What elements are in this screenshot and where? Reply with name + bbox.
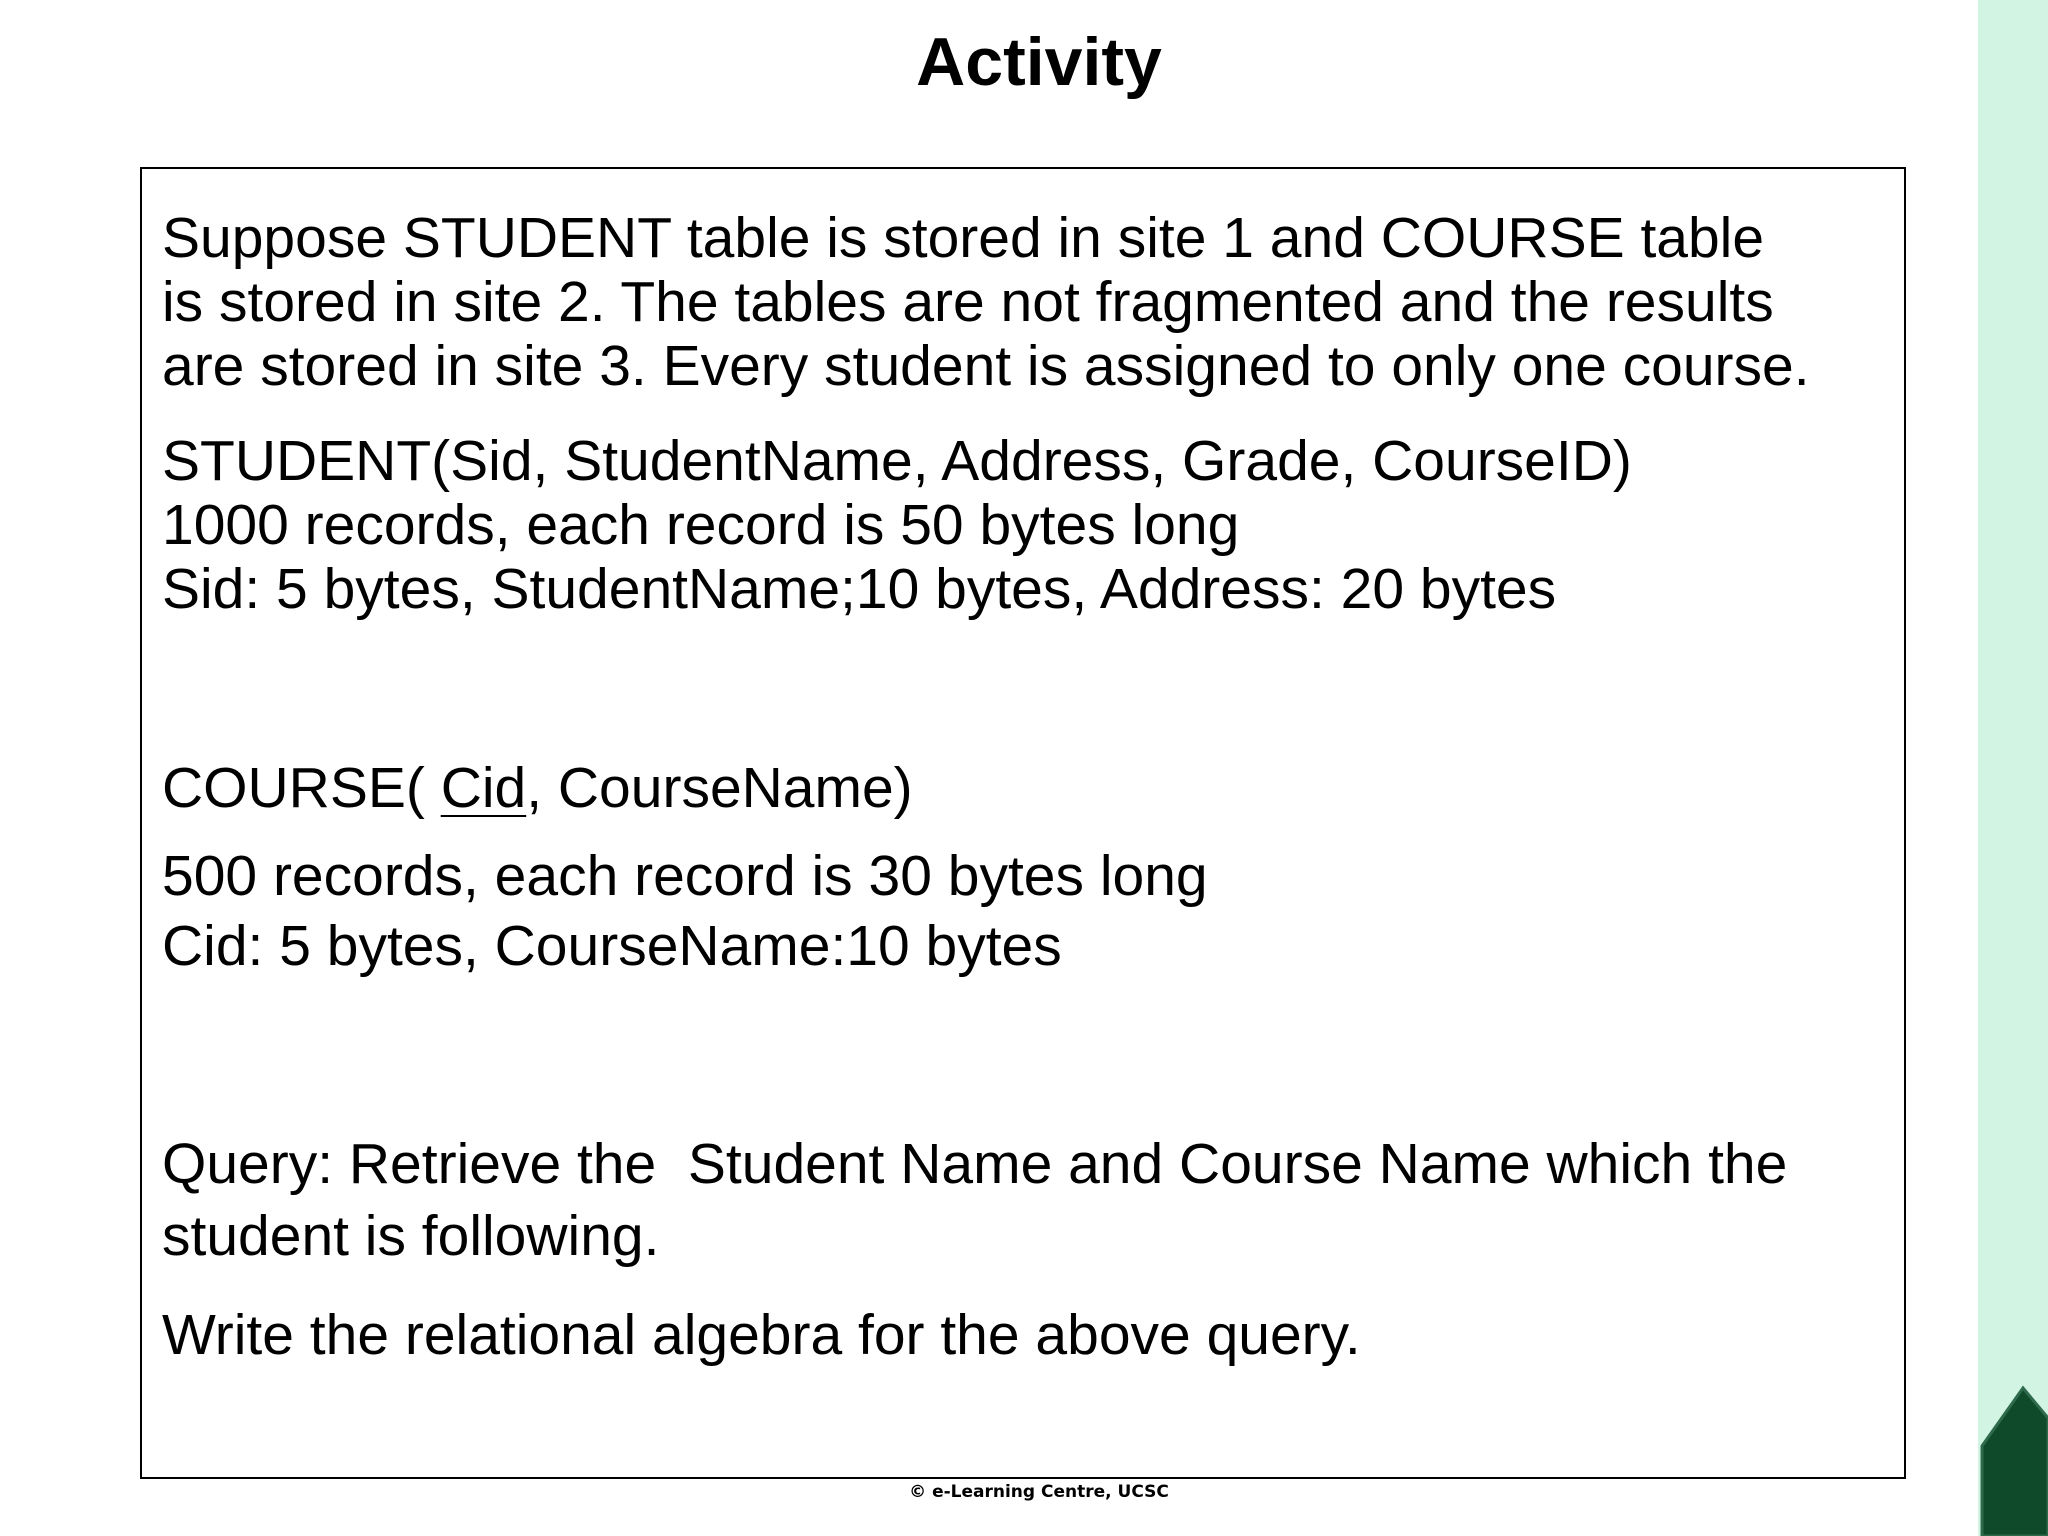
- intro-line: is stored in site 2. The tables are not fragmented and the results: [162, 270, 1774, 334]
- course-schema-suffix: , CourseName): [526, 756, 913, 820]
- course-schema-prefix: COURSE(: [162, 756, 441, 820]
- student-schema: STUDENT(Sid, StudentName, Address, Grade, CourseID): [162, 429, 1632, 493]
- side-band: [1978, 0, 2048, 1536]
- intro-line: Suppose STUDENT table is stored in site 1 and COURSE table: [162, 206, 1765, 270]
- course-schema: [162, 756, 913, 820]
- course-primary-key: Cid: [440, 756, 527, 820]
- course-records: 500 records, each record is 30 bytes long: [162, 844, 1208, 908]
- query-line: student is following.: [162, 1204, 660, 1268]
- student-records: 1000 records, each record is 50 bytes long: [162, 493, 1240, 557]
- intro-paragraph: [162, 206, 1810, 398]
- footer-copyright: © e-Learning Centre, UCSC: [909, 1482, 1169, 1502]
- slide-title: Activity: [916, 24, 1162, 100]
- student-fields: Sid: 5 bytes, StudentName;10 bytes, Address: 20 bytes: [162, 557, 1557, 621]
- student-spec: [162, 429, 1632, 621]
- query-line: Query: Retrieve the Student Name and Course Name which the: [162, 1132, 1788, 1196]
- instruction-text: Write the relational algebra for the above query.: [162, 1303, 1361, 1367]
- query-text: [162, 1128, 1787, 1272]
- course-fields: Cid: 5 bytes, CourseName:10 bytes: [162, 914, 1062, 978]
- up-arrow-icon[interactable]: [1978, 1384, 2048, 1536]
- intro-line: are stored in site 3. Every student is assigned to only one course.: [162, 334, 1810, 398]
